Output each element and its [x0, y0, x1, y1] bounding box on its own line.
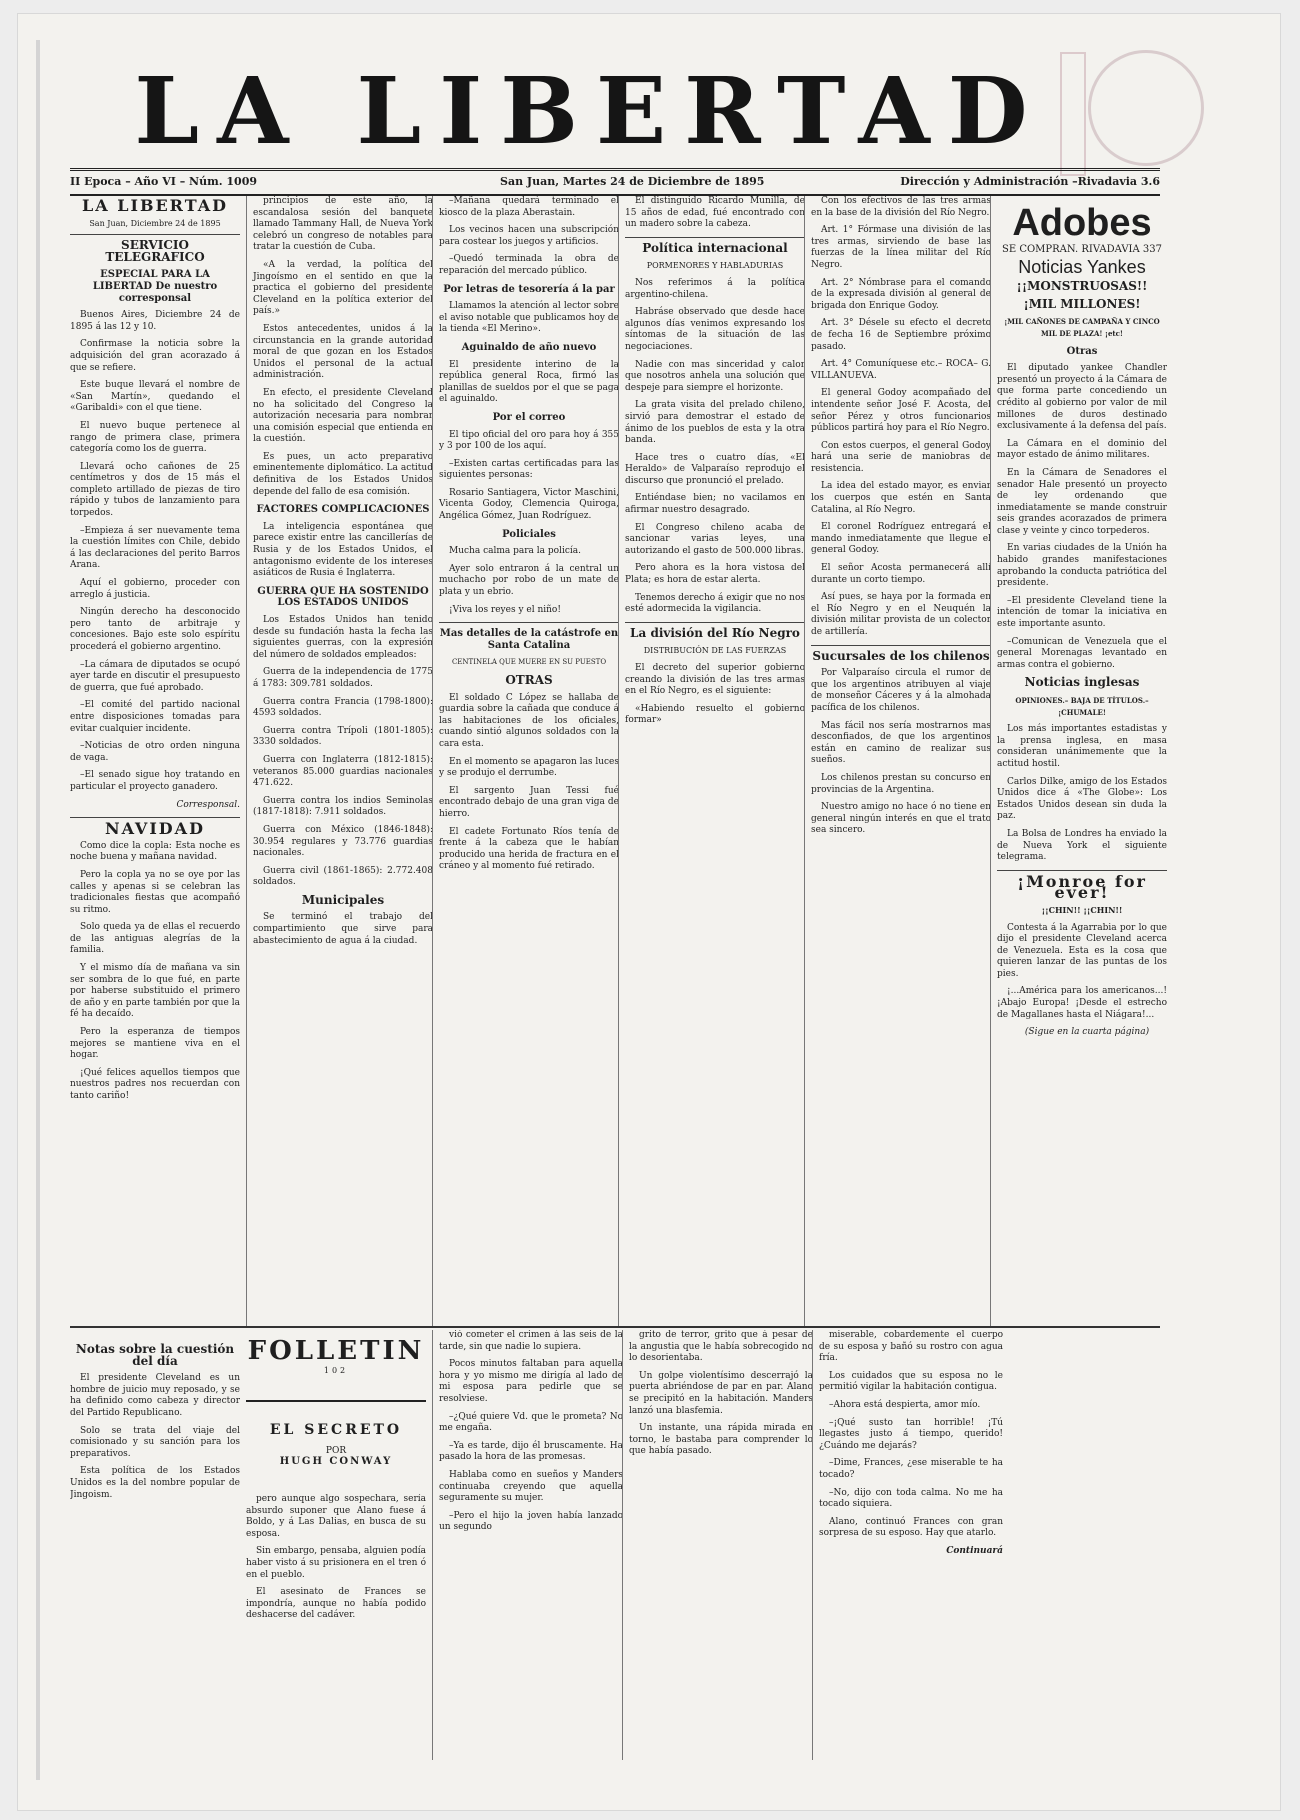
paragraph: Guerra de la independencia de 1775 á 1783: 309.781 soldados.: [253, 667, 433, 689]
issue-number: II Epoca – Año VI – Núm. 1009: [70, 175, 258, 188]
column-4: [618, 196, 805, 1326]
divider: [811, 645, 991, 646]
section-title: Municipales: [301, 892, 385, 907]
folletin-header: [246, 1336, 426, 1486]
paragraph: El diputado yankee Chandler presentó un proyecto á la Cámara de que forma parte concediendo un crédito al gobierno por valor de mil millones de duros destinado exclusivamente á la defensa del país.: [997, 363, 1167, 432]
paragraph: El presidente interino de la república general Roca, firmó las planillas de sueldos por el que se paga el aguinaldo.: [439, 359, 619, 405]
paragraph: Pero la copla ya no se oye por las calles y apenas si se celebran las tradicionales fiestas que acompañó su ritmo.: [70, 869, 240, 915]
headline-sub: ¡MIL CAÑONES DE CAMPAÑA Y CINCO MIL DE PLAZA! ¡etc!: [1004, 317, 1160, 338]
paragraph: La inteligencia espontánea que parece existir entre las cancillerías de Rusia y de los Estados Unidos, el antagonismo evidente de los intereses asiáticos de Rusia é Inglaterra.: [253, 521, 433, 579]
paragraph: Guerra con Inglaterra (1812-1815): veteranos 85.000 guardias nacionales 471.622.: [253, 754, 433, 789]
paragraph: El asesinato de Frances se impondría, aunque no había podido deshacerse del cadáver.: [246, 1587, 426, 1621]
issue-line: [70, 168, 1160, 196]
paragraph: –El senado sigue hoy tratando en particular el proyecto ganadero.: [70, 770, 240, 792]
divider: [439, 622, 619, 623]
paragraph: El cadete Fortunato Ríos tenía de frente á la cabeza que le habían producido una herida de fractura en el cráneo y al momento fué retirado.: [439, 826, 619, 872]
paragraph: Sin embargo, pensaba, alguien podía haber visto á su prisionera en el tren ó en el pueblo.: [246, 1546, 426, 1580]
paragraph: –¿Qué quiere Vd. que le prometa? No me engaña.: [439, 1411, 623, 1434]
issue-address: Dirección y Administración –Rivadavia 3.6: [900, 175, 1160, 188]
continuation-note: (Sigue en la cuarta página): [1024, 1027, 1150, 1038]
paragraph: –Noticias de otro orden ninguna de vaga.: [70, 741, 240, 763]
headline: ¡¡MONSTRUOSAS!!: [1016, 279, 1148, 294]
paragraph: La Bolsa de Londres ha enviado la de Nueva York el siguiente telegrama.: [997, 828, 1167, 863]
paragraph: Con estos cuerpos, el general Godoy hará una serie de maniobras de resistencia.: [811, 440, 991, 474]
section-title: Policiales: [502, 528, 556, 540]
paragraph: Por Valparaíso circula el rumor de que los argentinos atribuyen al viaje de monseñor Cáceres y á la almohada pacífica de los chilenos.: [811, 668, 991, 713]
paragraph: Alano, continuó Frances con gran sorpresa de su esposo. Hay que atarlo.: [819, 1516, 1003, 1539]
paragraph: Llamamos la atención al lector sobre el aviso notable que publicamos hoy de la tienda «El Merino».: [439, 301, 619, 335]
section-subtitle: ESPECIAL PARA LA LIBERTAD De nuestro corresponsal: [92, 269, 218, 304]
paragraph: Art. 2° Nómbrase para el comando de la expresada división al general de brigada don Enrique Godoy.: [811, 277, 991, 311]
signature: Corresponsal.: [176, 799, 240, 810]
paragraph: Tenemos derecho á exigir que no nos esté adormecida la vigilancia.: [625, 592, 805, 615]
paragraph: Así pues, se haya por la formada en el Río Negro y en el Neuquén la división militar provista de un colector de artillería.: [811, 592, 991, 637]
paragraph: Buenos Aires, Diciembre 24 de 1895 á las 12 y 10.: [70, 310, 240, 332]
section-title: OTRAS: [505, 673, 553, 687]
bottom-column-5: [812, 1330, 1003, 1760]
section-title: Sucursales de los chilenos: [812, 648, 990, 663]
section-title: Noticias inglesas: [1024, 675, 1140, 690]
paragraph: –Empieza á ser nuevamente tema la cuestión límites con Chile, debido á las declaraciones del perito Barros Arana.: [70, 525, 240, 571]
folletin-title: [246, 1336, 426, 1402]
paragraph: –Comunican de Venezuela que el general Morenagas levantado en armas contra el gobierno.: [997, 636, 1167, 670]
paragraph: Nuestro amigo no hace ó no tiene en general ningún interés en que el trato sea sincero.: [811, 802, 991, 836]
paragraph: En efecto, el presidente Cleveland no ha solicitado del Congreso la autorización necesaria para nombrar una comisión especial que entienda en la cuestión.: [253, 387, 433, 445]
paragraph: Mucha calma para la policía.: [449, 546, 581, 557]
bottom-column-1: [70, 1340, 240, 1770]
paragraph: Los Estados Unidos han tenido desde su fundación hasta la fecha las siguientes guerras, con la expresión del número de soldados empleados:: [253, 615, 433, 660]
paragraph: miserable, cobardemente el cuerpo de su esposa y bañó su rostro con agua fría.: [819, 1330, 1003, 1364]
archive-stamp-bar: [1060, 52, 1086, 176]
paragraph: Los cuidados que su esposa no le permitió vigilar la habitación contigua.: [819, 1370, 1003, 1393]
paragraph: El sargento Juan Tessi fué encontrado debajo de una gran viga de hierro.: [439, 785, 619, 819]
section-title: Política internacional: [642, 240, 788, 255]
paragraph: –El presidente Cleveland tiene la intención de tomar la iniciativa en este importante asunto.: [997, 595, 1167, 630]
paragraph: ¡Qué felices aquellos tiempos que nuestros padres nos recuerdan con tanto cariño!: [70, 1067, 240, 1101]
section-title: Por letras de tesorería á la par: [443, 283, 615, 295]
section-banner: Noticias Yankes: [1018, 256, 1146, 277]
paragraph: Guerra contra Francia (1798-1800): 4593 soldados.: [253, 696, 433, 719]
paragraph: Pero la esperanza de tiempos mejores se mantiene viva en el hogar.: [70, 1027, 240, 1061]
section-subtitle: DISTRIBUCIÓN DE LAS FUERZAS: [643, 646, 787, 656]
headline: Otras: [1066, 345, 1098, 357]
paragraph: –Ahora está despierta, amor mío.: [829, 1399, 981, 1410]
section-title: Aguinaldo de año nuevo: [461, 341, 597, 353]
paragraph: Con los efectivos de las tres armas en la base de la división del Río Negro.: [811, 196, 991, 218]
paragraph: –Quedó terminada la obra de reparación del mercado público.: [439, 254, 619, 276]
paragraph: Guerra con México (1846-1848): 30.954 regulares y 73.776 guardias nacionales.: [253, 824, 433, 859]
headline: ¡MIL MILLONES!: [1023, 296, 1141, 311]
paragraph: «Habiendo resuelto el gobierno formar»: [625, 703, 805, 726]
continuation-label: Continuará: [946, 1545, 1003, 1556]
bottom-column-4: [622, 1330, 813, 1760]
paragraph: Estos antecedentes, unidos á la circunstancia en la grande autoridad moral de que gozan en los Estados Unidos el personal de la actual administración.: [253, 323, 433, 381]
paragraph: Hace tres o cuatro días, «El Heraldo» de Valparaíso reprodujo el discurso que pronunció el prelado.: [625, 452, 805, 486]
section-title: Notas sobre la cuestión del día: [75, 1342, 235, 1368]
section-subtitle: PORMENORES Y HABLADURIAS: [646, 261, 784, 271]
column-2: [246, 196, 433, 1326]
paragraph: Carlos Dilke, amigo de los Estados Unidos dice á «The Globe»: Los Estados Unidos desean sin duda la paz.: [997, 776, 1167, 822]
paragraph: Se terminó el trabajo del compartimiento que sirve para abastecimiento de agua á la ciudad.: [253, 912, 433, 946]
paragraph: –¡Qué susto tan horrible! ¡Tú llegastes justo á tiempo, querido! ¿Cuándo me dejarás?: [819, 1417, 1003, 1451]
signature: Art. 4° Comuníquese etc.– ROCA– G. VILLANUEVA.: [811, 359, 991, 381]
folletin-author: HUGH CONWAY: [279, 1456, 393, 1467]
paragraph: Solo queda ya de ellas el recuerdo de las antiguas alegrías de la familia.: [70, 922, 240, 956]
section-title: ¡Monroe for ever!: [1017, 871, 1147, 903]
page-fold-edge: [36, 40, 40, 1780]
paragraph: Art. 3° Désele su efecto el decreto de fecha 16 de Septiembre próximo pasado.: [811, 318, 991, 352]
paragraph: –Ya es tarde, dijo él bruscamente. Ha pasado la hora de las promesas.: [439, 1440, 623, 1463]
folletin-number: 102: [323, 1366, 349, 1375]
paragraph: –La cámara de diputados se ocupó ayer tarde en discutir el presupuesto de guerra, que fué aprobado.: [70, 659, 240, 693]
paragraph: Esta política de los Estados Unidos es la del nombre popular de Jingoism.: [70, 1466, 240, 1500]
paragraph: Solo se trata del viaje del comisionado y su sanción para los preparativos.: [70, 1425, 240, 1459]
article-columns: [70, 196, 1167, 1326]
column-1: [70, 196, 240, 1326]
paragraph: Y el mismo día de mañana va sin ser sombra de lo que fué, en parte por haberse substituido el primero de año y en parte también por que la fé ha decaído.: [70, 963, 240, 1020]
section-title: Mas detalles de la catástrofe en Santa Catalina: [439, 628, 619, 651]
section-subtitle: OPINIONES.– BAJA DE TÍTULOS.– ¡CHUMALE!: [1015, 696, 1149, 717]
paragraph: El coronel Rodríguez entregará el mando inmediatamente que llegue el general Godoy.: [811, 522, 991, 556]
paragraph: principios de este año, la escandalosa sesión del banquete llamado Tammany Hall, de Nueva York celebró un congreso de notables para tratar la cuestión de Cuba.: [253, 196, 433, 253]
paragraph: Pero ahora es la hora vistosa del Plata; es hora de estar alerta.: [625, 563, 805, 586]
paragraph: Rosario Santiagera, Victor Maschini, Vicenta Godoy, Clemencia Quiroga, Angélica Gómez, Juan Rodríguez.: [439, 487, 619, 522]
paragraph: ¡...América para los americanos...! ¡Abajo Europa! ¡Desde el estrecho de Magallanes hasta el Niágara!...: [997, 986, 1167, 1020]
paragraph: Habráse observado que desde hace algunos días venimos expresando los síntomas de la situación de las negociaciones.: [625, 307, 805, 352]
paragraph: Ayer solo entraron á la central un muchacho por robo de un mate de plata y un ebrio.: [439, 563, 619, 598]
section-title: NAVIDAD: [105, 819, 205, 839]
paragraph: El tipo oficial del oro para hoy á 355 y 3 por 100 de los aquí.: [439, 429, 619, 452]
paragraph: Pocos minutos faltaban para aquella hora y yo mismo me dirigía al lado de mi esposa para pedirle que se resolviese.: [439, 1359, 623, 1404]
section-title: GUERRA QUE HA SOSTENIDO LOS ESTADOS UNIDOS: [257, 585, 429, 609]
divider: [70, 817, 240, 818]
section-title: Por el correo: [492, 411, 566, 423]
divider: [997, 870, 1167, 871]
folletin-divider: [70, 1326, 1160, 1328]
paragraph: Nos referimos á la política argentino-chilena.: [625, 277, 805, 300]
paragraph: grito de terror, grito que á pesar de la angustia que le había sobrecogido no lo desorientaba.: [629, 1330, 813, 1364]
column-header: LA LIBERTAD: [81, 196, 229, 215]
paragraph: Mas fácil nos sería mostrarnos mas desconfiados, de que los argentinos están en camino de realizar sus sueños.: [811, 720, 991, 766]
paragraph: El soldado C López se hallaba de guardia sobre la cañada que conduce á las habitaciones de los oficiales, cuando sintió algunos soldados con la cara esta.: [439, 692, 619, 749]
paragraph: En la Cámara de Senadores el senador Hale presentó un proyecto de ley ordenando que inmediatamente se mande construir seis grandes acorazados de primera clase y veinte y cinco torpederos.: [997, 467, 1167, 536]
paragraph: Ningún derecho ha desconocido pero tanto de arbitraje y concesiones. Bajo este solo espíritu procederá el gobierno argentino.: [70, 607, 240, 652]
issue-date: San Juan, Martes 24 de Diciembre de 1895: [500, 175, 765, 188]
paragraph: Guerra contra los indios Seminolas (1817-1818): 7.911 soldados.: [253, 795, 433, 818]
paragraph: Llevará ocho cañones de 25 centímetros y dos de 15 más el completo artillado de piezas de tiro rápido y tubos de lanzamiento para torpedos.: [70, 461, 240, 519]
paragraph: Un instante, una rápida mirada en torno, le bastaba para comprender lo que había pasado.: [629, 1423, 813, 1457]
paragraph: Los vecinos hacen una subscripción para costear los juegos y artificios.: [439, 225, 619, 247]
paragraph: El Congreso chileno acaba de sancionar varias leyes, una autorizando el gasto de 500.000 libras.: [625, 522, 805, 556]
divider: [70, 234, 240, 235]
paragraph: Confirmase la noticia sobre la adquisición del gran acorazado á que se refiere.: [70, 339, 240, 373]
column-6: [990, 196, 1167, 1326]
advertisement-subtitle: SE COMPRAN. RIVADAVIA 337: [1001, 244, 1162, 255]
paragraph: Los chilenos prestan su concurso en provincias de la Argentina.: [811, 772, 991, 795]
paragraph: La grata visita del prelado chileno, sirvió para demostrar el estado de ánimo de los pueblos de esta y la otra banda.: [625, 400, 805, 446]
section-subtitle: ¡¡CHIN!! ¡¡CHIN!!: [1041, 904, 1123, 915]
paragraph: Los más importantes estadistas y la prensa inglesa, en masa consideran unánimemente que la actitud hostil.: [997, 724, 1167, 769]
paragraph: ¡Viva los reyes y el niño!: [449, 604, 561, 615]
bottom-column-3: [432, 1330, 623, 1760]
paragraph: Un golpe violentísimo descerrajó la puerta abriéndose de par en par. Alano se precipitó en la habitación. Manders lanzó una blasfemia.: [629, 1370, 813, 1416]
dateline: San Juan, Diciembre 24 de 1895: [89, 218, 221, 228]
folletin-title-text: FOLLETIN: [247, 1336, 425, 1366]
folletin-by: POR: [325, 1446, 347, 1456]
paragraph: La Cámara en el dominio del mayor estado de ánimo militares.: [997, 438, 1167, 461]
paragraph: Entiéndase bien; no vacilamos en afirmar nuestro desagrado.: [625, 493, 805, 516]
advertisement-title: Adobes: [1012, 202, 1152, 244]
paragraph: –Pero el hijo la joven había lanzado un segundo: [439, 1510, 623, 1533]
paragraph: La idea del estado mayor, es enviar los cuerpos que estén en Santa Catalina, al Río Negro.: [811, 481, 991, 515]
section-title: La división del Río Negro: [630, 625, 800, 640]
paragraph: pero aunque algo sospechara, sería absurdo suponer que Alano fuese á Boldo, y á Las Dalias, en busca de su esposa.: [246, 1494, 426, 1539]
column-3: [432, 196, 619, 1326]
folletin-work-title: EL SECRETO: [269, 1422, 403, 1438]
paragraph: Este buque llevará el nombre de «San Martín», quedando el «Garibaldi» con el que tiene.: [70, 380, 240, 414]
section-subtitle: CENTINELA QUE MUERE EN SU PUESTO: [451, 658, 607, 667]
paragraph: Hablaba como en sueños y Manders continuaba creyendo que aquella seguramente su mujer.: [439, 1469, 623, 1504]
paragraph: «A la verdad, la política del Jingoísmo en el sentido en que la practica el gobierno del presidente Cleveland en la política exterior del país.»: [253, 259, 433, 317]
paragraph: En el momento se apagaron las luces y se produjo el derrumbe.: [439, 756, 619, 779]
column-5: [804, 196, 991, 1326]
paragraph: Contesta á la Agarrabia por lo que dijo el presidente Cleveland acerca de Venezuela. Esta es la cosa que quieren lanzar de las puntas de los pies.: [997, 922, 1167, 979]
paragraph: El distinguido Ricardo Munilla, de 15 años de edad, fué encontrado con un madero sobre la cabeza.: [625, 196, 805, 230]
paragraph: vió cometer el crimen á las seis de la tarde, sin que nadie lo supiera.: [439, 1330, 623, 1352]
bottom-column-2: [246, 1494, 426, 1760]
paragraph: El presidente Cleveland es un hombre de juicio muy reposado, y se ha definido como cabeza y director del Partido Republicano.: [70, 1373, 240, 1418]
paragraph: –Mañana quedará terminado el kiosco de la plaza Aberastain.: [439, 196, 619, 218]
paragraph: Guerra contra Trípoli (1801-1805): 3330 soldados.: [253, 725, 433, 748]
paragraph: –El comité del partido nacional entre disposiciones tomadas para evitar cualquier incidente.: [70, 700, 240, 734]
library-stamp: [1088, 50, 1204, 166]
paragraph: Aquí el gobierno, proceder con arreglo á justicia.: [70, 578, 240, 600]
paragraph: Es pues, un acto preparativo eminentemente diplomático. La actitud definitiva de los Estados Unidos depende del fallo de esa comisión.: [253, 451, 433, 497]
paragraph: –No, dijo con toda calma. No me ha tocado siquiera.: [819, 1487, 1003, 1510]
paragraph: Art. 1° Fórmase una división de las tres armas, sirviendo de base las fuerzas de la línea militar del Río Negro.: [811, 225, 991, 270]
paragraph: Nadie con mas sinceridad y calor que nosotros anhela una solución que despeje para siempre el horizonte.: [625, 359, 805, 393]
paragraph: En varias ciudades de la Unión ha habido grandes manifestaciones aprobando la conducta patriótica del presidente.: [997, 543, 1167, 589]
divider: [625, 622, 805, 623]
paragraph: El nuevo buque pertenece al rango de primera clase, primera categoría como los de guerra.: [70, 420, 240, 455]
section-title: FACTORES COMPLICACIONES: [256, 504, 430, 516]
paragraph: Como dice la copla: Esta noche es noche buena y mañana navidad.: [70, 840, 240, 863]
section-title: SERVICIO TELEGRAFICO: [105, 238, 205, 264]
paragraph: Guerra civil (1861-1865): 2.772.408 soldados.: [253, 865, 433, 888]
paragraph: El señor Acosta permanecerá allí durante un corto tiempo.: [811, 563, 991, 585]
paragraph: –Dime, Frances, ¿ese miserable te ha tocado?: [819, 1458, 1003, 1480]
masthead-title: LA LIBERTAD: [134, 57, 1046, 165]
paragraph: El general Godoy acompañado del intendente señor José F. Acosta, del señor Pérez y otros funcionarios públicos partirá hoy para el Río Negro.: [811, 388, 991, 434]
paragraph: El decreto del superior gobierno creando la división de las tres armas en el Río Negro, es el siguiente:: [625, 663, 805, 697]
paragraph: –Existen cartas certificadas para las siguientes personas:: [439, 458, 619, 481]
divider: [625, 237, 805, 238]
